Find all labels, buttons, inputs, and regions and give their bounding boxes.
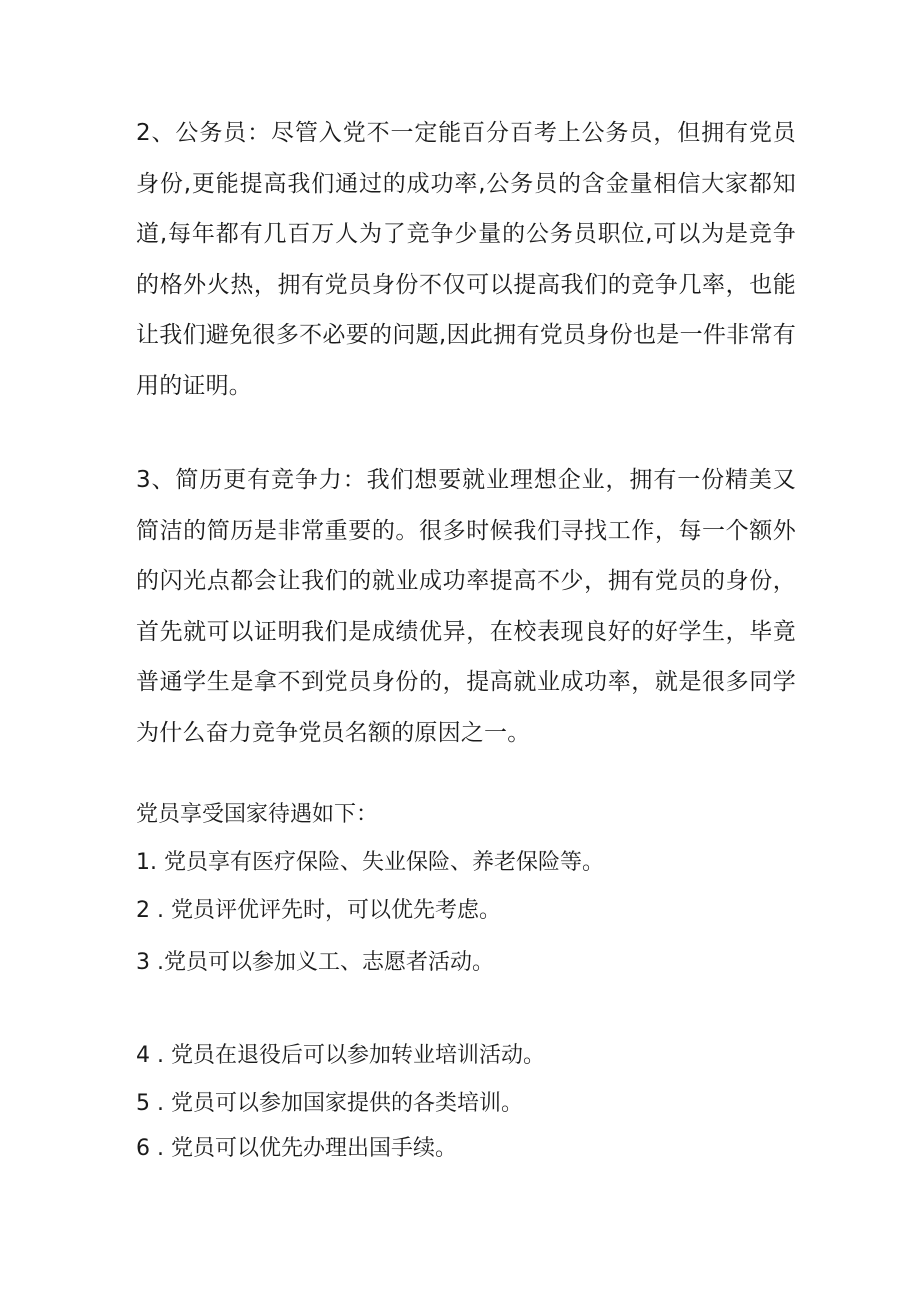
benefit-item: 1. 党员享有医疗保险、失业保险、养老保险等。 bbox=[136, 850, 604, 875]
paragraph-resume: 3、简历更有竞争力：我们想要就业理想企业，拥有一份精美又简洁的简历是非常重要的。很多时候我们寻找工作，每一个额外的闪光点都会让我们的就业成功率提高不少，拥有党员的身份，首先就可以证明我们是成绩优异，在校表现良好的好学生，毕竟普通学生是拿不到党员身份的，提高就业成功率，就是很多同学为什么奋力竞争党员名额的原因之一。 bbox=[136, 467, 796, 746]
benefit-item: 5 . 党员可以参加国家提供的各类培训。 bbox=[136, 1091, 523, 1116]
benefit-item: 3 .党员可以参加义工、志愿者活动。 bbox=[136, 950, 494, 975]
paragraph-civil-servant: 2、公务员：尽管入党不一定能百分百考上公务员，但拥有党员身份,更能提高我们通过的成功率,公务员的含金量相信大家都知道,每年都有几百万人为了竞争少量的公务员职位,可以为是竞争的格外火热，拥有党员身份不仅可以提高我们的竞争几率，也能让我们避免很多不必要的问题,因此拥有党员身份也是一件非常有用的证明。 bbox=[136, 120, 796, 399]
benefits-intro: 党员享受国家待遇如下： bbox=[136, 802, 379, 827]
benefit-item: 2 . 党员评优评先时，可以优先考虑。 bbox=[136, 898, 501, 923]
benefit-item: 6 . 党员可以优先办理出国手续。 bbox=[136, 1136, 457, 1161]
benefit-item: 4 . 党员在退役后可以参加转业培训活动。 bbox=[136, 1043, 545, 1068]
